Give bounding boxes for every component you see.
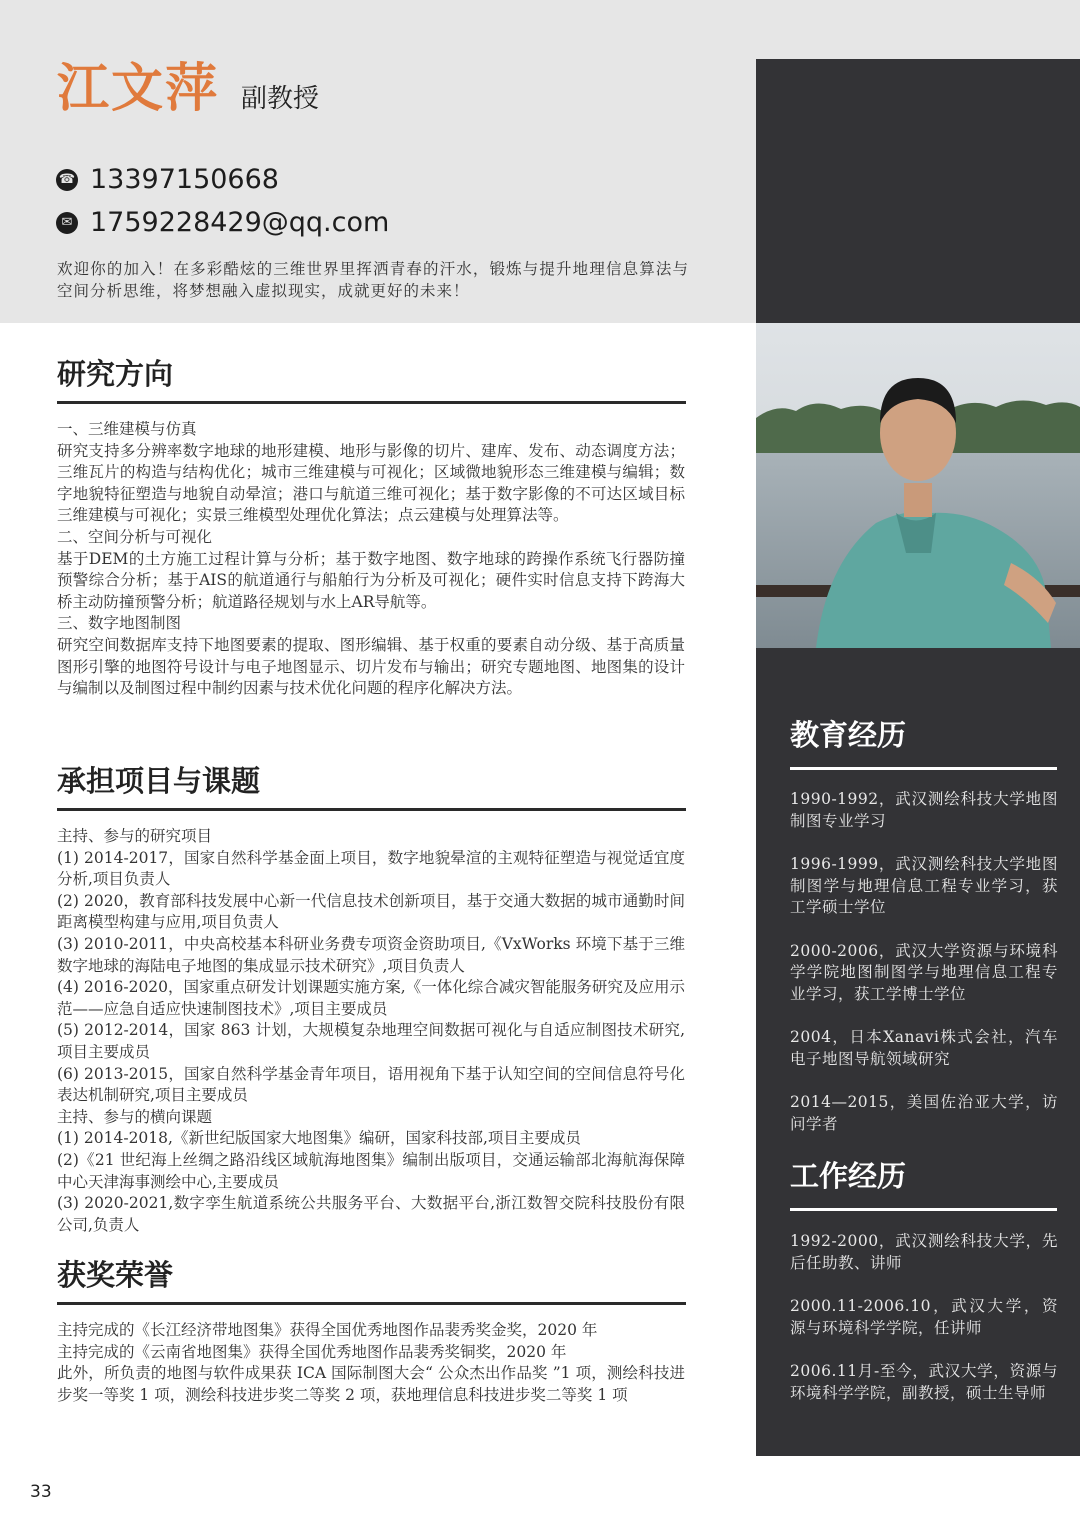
intro-text: 欢迎你的加入！在多彩酷炫的三维世界里挥洒青春的汗水，锻炼与提升地理信息算法与空间分析思维，将梦想融入虚拟现实，成就更好的未来！ <box>57 260 689 300</box>
project-line: (3) 2010-2011，中央高校基本科研业务费专项资金资助项目,《VxWorks 环境下基于三维数字地球的海陆电子地图的集成显示技术研究》,项目负责人 <box>57 934 685 975</box>
research-heading: 研究方向 <box>57 357 174 391</box>
education-item: 2014—2015，美国佐治亚大学，访问学者 <box>790 1093 1058 1133</box>
mail-icon: ✉ <box>56 212 78 234</box>
portrait-photo <box>756 323 1080 648</box>
education-item: 1990-1992，武汉测绘科技大学地图制图专业学习 <box>790 790 1058 830</box>
awards-heading: 获奖荣誉 <box>57 1258 174 1292</box>
phone-icon: ☎ <box>56 169 78 191</box>
project-line: (5) 2012-2014，国家 863 计划，大规模复杂地理空间数据可视化与自适应制图技术研究,项目主要成员 <box>57 1021 685 1061</box>
research-line: 基于DEM的土方施工过程计算与分析；基于数字地图、数字地球的跨操作系统飞行器防撞预警综合分析；基于AIS的航道通行与船舶行为分析及可视化；硬件实时信息支持下跨海大桥主动防撞预警分析；航道路径规划与水上AR导航等。 <box>57 549 685 611</box>
awards-body <box>57 1320 685 1406</box>
person-title: 副教授 <box>241 84 320 114</box>
project-line: 主持、参与的横向课题 <box>57 1107 213 1126</box>
award-line: 此外，所负责的地图与软件成果获 ICA 国际制图大会“ 公众杰出作品奖 ”1 项，测绘科技进步奖一等奖 1 项，测绘科技进步奖二等奖 2 项，获地理信息科技进步奖二等奖 1 项 <box>57 1364 685 1404</box>
project-line: 主持、参与的研究项目 <box>57 827 213 845</box>
research-line: 研究空间数据库支持下地图要素的提取、图形编辑、基于权重的要素自动分级、基于高质量图形引擎的地图符号设计与电子地图显示、切片发布与输出；研究专题地图、地图集的设计与编制以及制图过程中制约因素与技术优化问题的程序化解决方法。 <box>57 635 685 698</box>
research-line: 研究支持多分辨率数字地球的地形建模、地形与影像的切片、建库、发布、动态调度方法；三维瓦片的构造与结构优化；城市三维建模与可视化；区域微地貌形态三维建模与编辑；数字地貌特征塑造与地貌自动晕渲；港口与航道三维可视化；基于数字影像的不可达区域目标三维建模与可视化；实景三维模型处理优化算法；点云建模与处理算法等。 <box>57 441 685 525</box>
work-item: 1992-2000，武汉测绘科技大学，先后任助教、讲师 <box>790 1232 1058 1272</box>
projects-heading: 承担项目与课题 <box>57 764 261 798</box>
email-address: 1759228429@qq.com <box>90 207 390 238</box>
phone-number: 13397150668 <box>90 164 279 195</box>
person-name: 江文萍 <box>57 59 220 119</box>
work-heading: 工作经历 <box>790 1159 907 1193</box>
education-list <box>790 789 1058 1157</box>
research-line: 一、三维建模与仿真 <box>57 420 197 438</box>
award-line: 主持完成的《长江经济带地图集》获得全国优秀地图作品裴秀奖金奖，2020 年 <box>57 1321 598 1339</box>
research-line: 二、空间分析与可视化 <box>57 527 213 546</box>
phone-row <box>56 164 279 195</box>
email-row <box>56 207 389 238</box>
work-item: 2000.11-2006.10，武汉大学，资源与环境科学学院，任讲师 <box>790 1297 1058 1337</box>
project-line: (4) 2016-2020，国家重点研发计划课题实施方案,《一体化综合减灾智能服务研究及应用示范——应急自适应快速制图技术》,项目主要成员 <box>57 978 685 1018</box>
project-line: (3) 2020-2021,数字孪生航道系统公共服务平台、大数据平台,浙江数智交院科技股份有限公司,负责人 <box>57 1194 685 1234</box>
awards-divider <box>57 1302 686 1305</box>
work-list <box>790 1231 1058 1426</box>
research-line: 三、数字地图制图 <box>57 614 182 633</box>
education-heading: 教育经历 <box>790 718 907 752</box>
projects-divider <box>57 808 686 811</box>
research-body <box>57 419 685 700</box>
project-line: (2)《21 世纪海上丝绸之路沿线区域航海地图集》编制出版项目，交通运输部北海航海保障中心天津海事测绘中心,主要成员 <box>57 1150 685 1191</box>
projects-body <box>57 826 685 1236</box>
page-number: 33 <box>30 1482 52 1502</box>
education-item: 2004，日本Xanavi株式会社，汽车电子地图导航领域研究 <box>790 1028 1058 1068</box>
project-line: (1) 2014-2018,《新世纪版国家大地图集》编研，国家科技部,项目主要成员 <box>57 1129 581 1148</box>
award-line: 主持完成的《云南省地图集》获得全国优秀地图作品裴秀奖铜奖，2020 年 <box>57 1342 567 1361</box>
project-line: (6) 2013-2015，国家自然科学基金青年项目，语用视角下基于认知空间的空间信息符号化表达机制研究,项目主要成员 <box>57 1064 685 1105</box>
education-item: 2000-2006，武汉大学资源与环境科学学院地图制图学与地理信息工程专业学习，获工学博士学位 <box>790 941 1058 1003</box>
education-divider <box>790 767 1057 770</box>
research-divider <box>57 401 686 404</box>
project-line: (1) 2014-2017，国家自然科学基金面上项目，数字地貌晕渲的主观特征塑造与视觉适宜度分析,项目负责人 <box>57 848 685 889</box>
project-line: (2) 2020，教育部科技发展中心新一代信息技术创新项目，基于交通大数据的城市通勤时间距离模型构建与应用,项目负责人 <box>57 891 685 932</box>
work-item: 2006.11月-至今，武汉大学，资源与环境科学学院，副教授，硕士生导师 <box>790 1362 1058 1402</box>
education-item: 1996-1999，武汉测绘科技大学地图制图学与地理信息工程专业学习，获工学硕士学位 <box>790 855 1058 916</box>
work-divider <box>790 1208 1057 1211</box>
